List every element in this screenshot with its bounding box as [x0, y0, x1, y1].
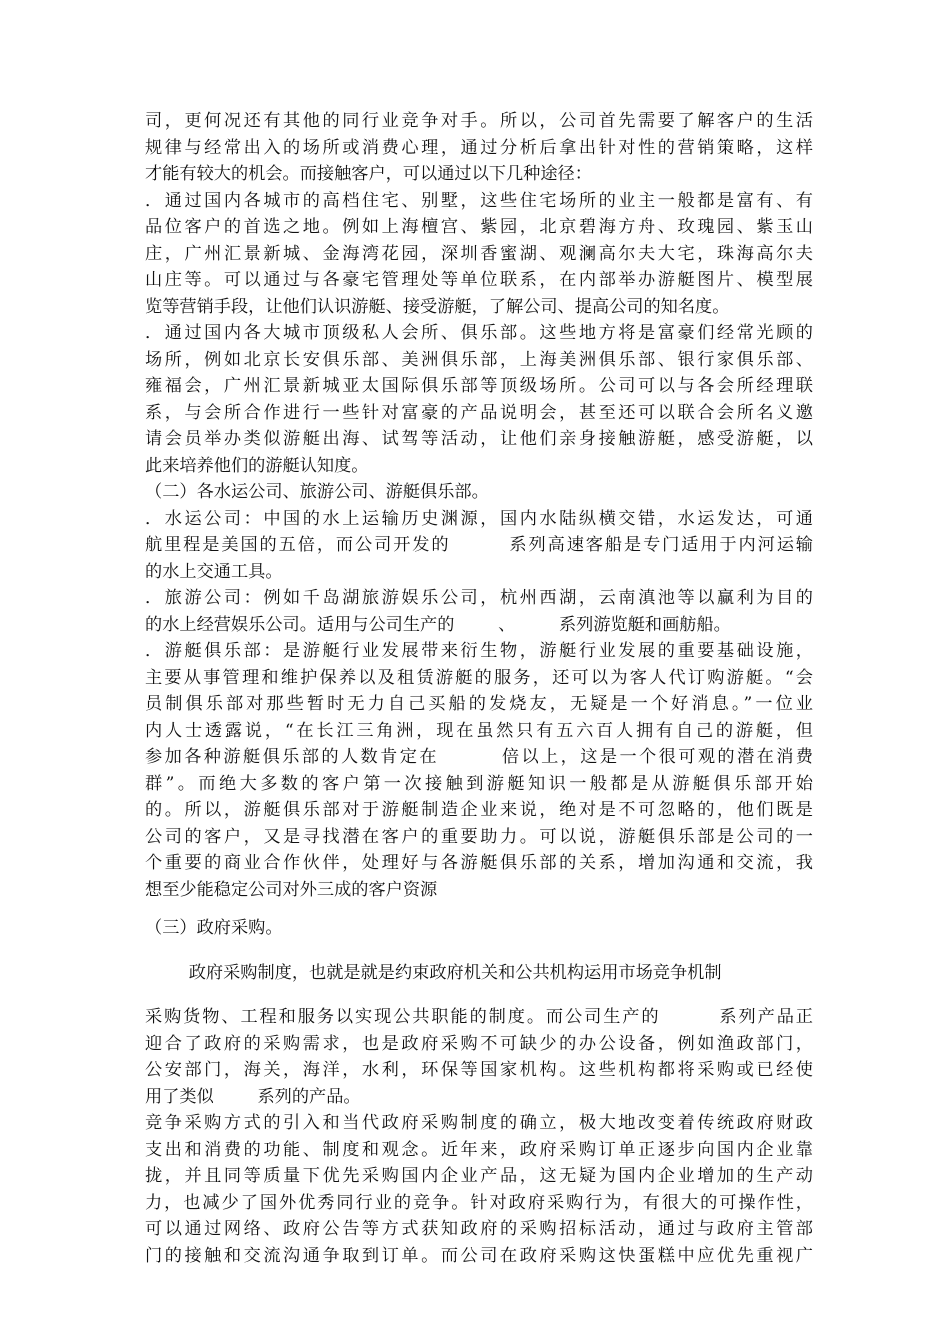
text-line: 群”。而绝大多数的客户第一次接触到游艇知识一般都是从游艇俱乐部开始	[145, 773, 813, 794]
text-line: ．通过国内各大城市顶级私人会所、俱乐部。这些地方将是富豪们经常光顾的	[145, 323, 813, 343]
text-line: 雍福会，广州汇景新城亚太国际俱乐部等顶级场所。公司可以与各会所经理联	[145, 376, 813, 396]
text-line: 才能有较大的机会。而接触客户，可以通过以下几种途径：	[145, 164, 592, 184]
text-line: 公安部门，海关，海洋，水利，环保等国家机构。这些机构都将采购或已经使	[145, 1060, 813, 1080]
text-line: 迎合了政府的采购需求，也是政府采购不可缺少的办公设备，例如渔政部门，	[145, 1033, 813, 1054]
text-line: 参加各种游艇俱乐部的人数肯定在 倍以上，这是一个很可观的潜在消费	[145, 747, 813, 767]
text-line: 的水上经营娱乐公司。适用与公司生产的 、 系列游览艇和画舫船。	[145, 614, 731, 635]
text-line: 公司的客户，又是寻找潜在客户的重要助力。可以说，游艇俱乐部是公司的一	[145, 826, 813, 847]
text-line: ．水运公司：中国的水上运输历史渊源，国内水陆纵横交错，水运发达，可通	[145, 508, 813, 529]
text-line: 山庄等。可以通过与各豪宅管理处等单位联系，在内部举办游艇图片、模型展	[145, 270, 813, 290]
text-line: 内人士透露说，“在长江三角洲，现在虽然只有五六百人拥有自己的游艇，但	[145, 720, 813, 741]
text-line: 的。所以，游艇俱乐部对于游艇制造企业来说，绝对是不可忽略的，他们既是	[145, 800, 813, 820]
text-line: 规律与经常出入的场所或消费心理，通过分析后拿出针对性的营销策略，这样	[145, 137, 813, 158]
text-line: 拢，并且同等质量下优先采购国内企业产品，这无疑为国内企业增加的生产动	[145, 1166, 813, 1186]
text-line: 航里程是美国的五倍，而公司开发的 系列高速客船是专门适用于内河运输	[145, 535, 813, 555]
text-line: 的水上交通工具。	[145, 561, 283, 582]
text-line: 政府采购制度，也就是就是约束政府机关和公共机构运用市场竞争机制	[145, 962, 722, 983]
text-line: 场所，例如北京长安俱乐部、美洲俱乐部，上海美洲俱乐部、银行家俱乐部、	[145, 349, 813, 370]
text-line: 门的接触和交流沟通争取到订单。而公司在政府采购这快蛋糕中应优先重视广	[145, 1245, 813, 1266]
text-line: 览等营销手段，让他们认识游艇、接受游艇，了解公司、提高公司的知名度。	[145, 296, 730, 317]
text-line: ．旅游公司：例如千岛湖旅游娱乐公司，杭州西湖，云南滇池等以赢利为目的	[145, 588, 813, 608]
text-line: 系，与会所合作进行一些针对富豪的产品说明会，甚至还可以联合会所名义邀	[145, 402, 813, 423]
text-line: 支出和消费的功能、制度和观念。近年来，政府采购订单正逐步向国内企业靠	[145, 1139, 813, 1160]
text-line: 此来培养他们的游艇认知度。	[145, 455, 369, 476]
text-line: 员制俱乐部对那些暂时无力自己买船的发烧友，无疑是一个好消息。”一位业	[145, 694, 813, 714]
text-line: 主要从事管理和维护保养以及租赁游艇的服务，还可以为客人代订购游艇。“会	[145, 667, 813, 688]
text-line: 品位客户的首选之地。例如上海檀宫、紫园，北京碧海方舟、玫瑰园、紫玉山	[145, 217, 813, 237]
section-heading: （二）各水运公司、旅游公司、游艇俱乐部。	[145, 482, 489, 502]
section-heading: （三）政府采购。	[145, 918, 283, 938]
text-line: 竞争采购方式的引入和当代政府采购制度的确立，极大地改变着传统政府财政	[145, 1113, 813, 1133]
text-line: 司，更何况还有其他的同行业竞争对手。所以，公司首先需要了解客户的生活	[145, 111, 813, 131]
text-line: ．游艇俱乐部：是游艇行业发展带来衍生物，游艇行业发展的重要基础设施，	[145, 641, 813, 661]
text-line: 请会员举办类似游艇出海、试驾等活动，让他们亲身接触游艇，感受游艇，以	[145, 429, 813, 449]
text-line: 个重要的商业合作伙伴，处理好与各游艇俱乐部的关系，增加沟通和交流，我	[145, 853, 813, 873]
text-line: 采购货物、工程和服务以实现公共职能的制度。而公司生产的 系列产品正	[145, 1007, 813, 1027]
text-line: 庄，广州汇景新城、金海湾花园，深圳香蜜湖、观澜高尔夫大宅，珠海高尔夫	[145, 243, 813, 264]
text-line: ．通过国内各城市的高档住宅、别墅，这些住宅场所的业主一般都是富有、有	[145, 190, 813, 211]
text-line: 想至少能稳定公司对外三成的客户资源	[145, 879, 438, 900]
text-line: 用了类似 系列的产品。	[145, 1086, 361, 1107]
text-line: 可以通过网络、政府公告等方式获知政府的采购招标活动，通过与政府主管部	[145, 1219, 813, 1239]
text-line: 力，也减少了国外优秀同行业的竞争。针对政府采购行为，有很大的可操作性，	[145, 1192, 813, 1213]
body-text	[145, 108, 813, 1269]
